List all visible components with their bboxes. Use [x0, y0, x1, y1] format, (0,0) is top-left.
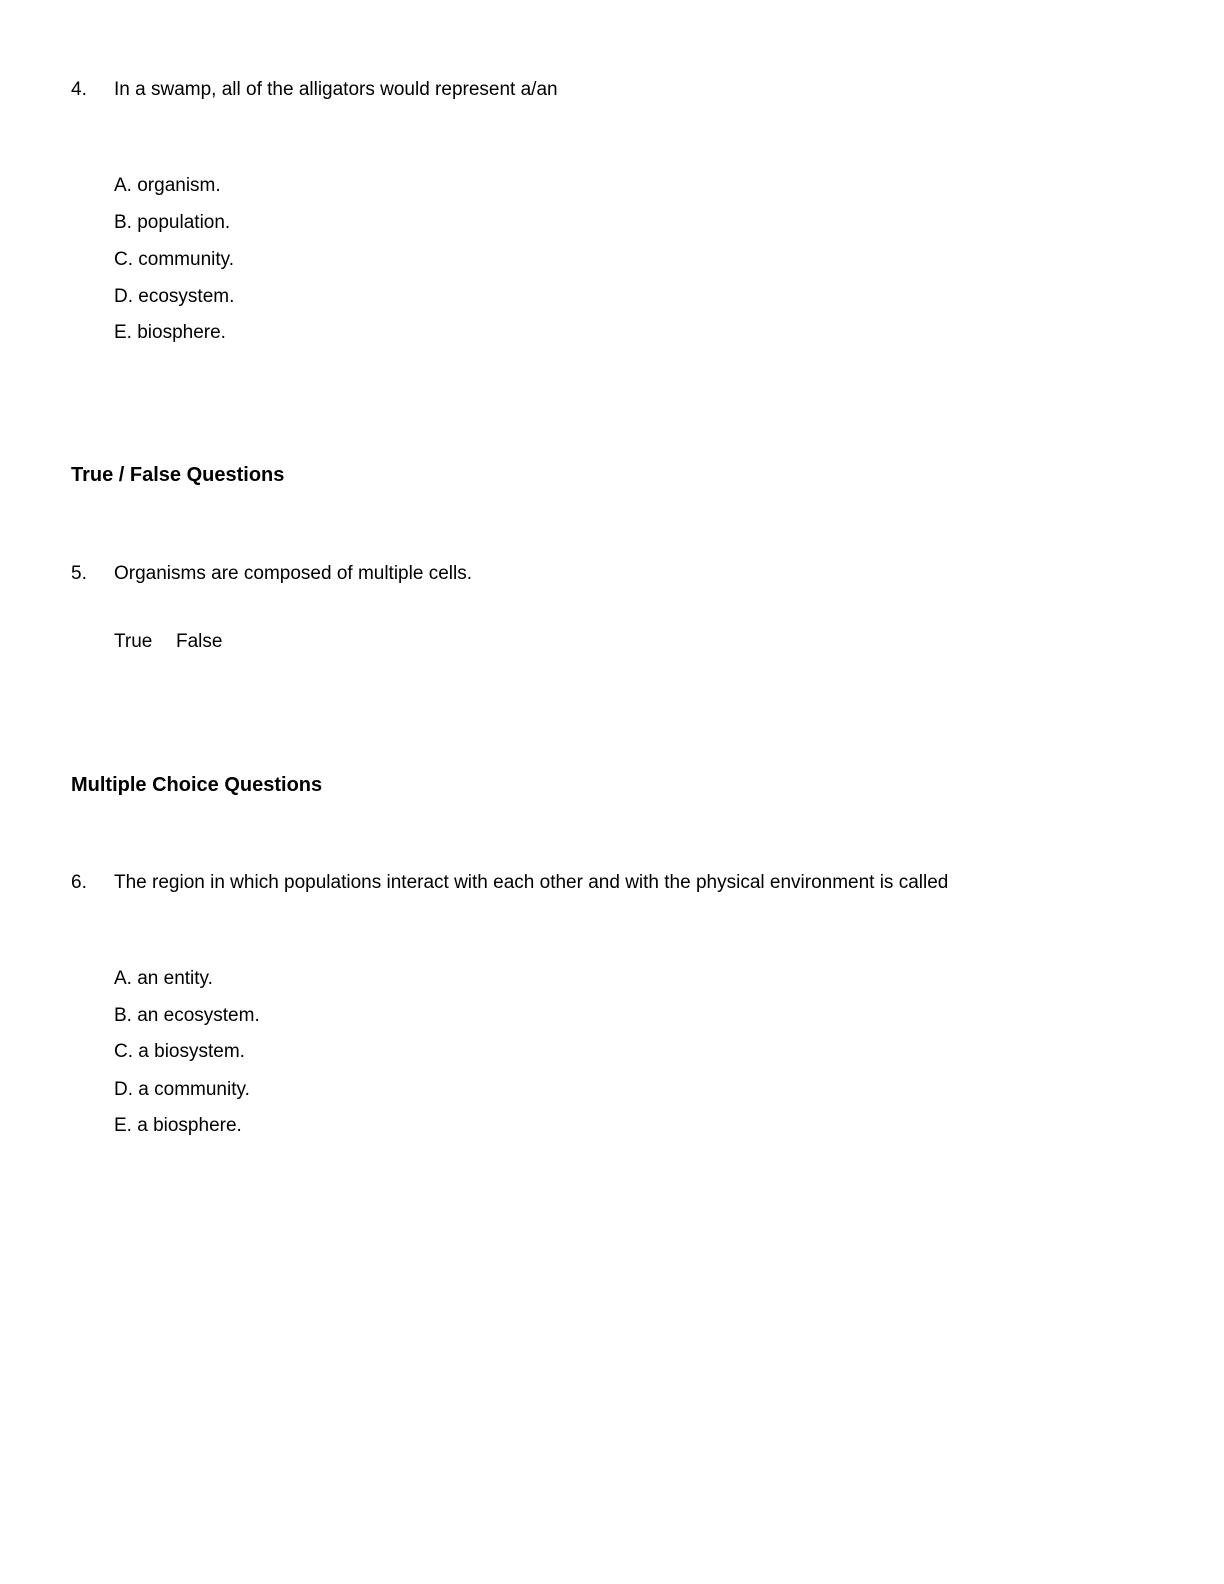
question-6-text: The region in which populations interact with each other and with the physical environment is called — [114, 872, 949, 893]
multiple-choice-section-heading: Multiple Choice Questions — [71, 774, 323, 796]
question-4-choice-c: C. community. — [114, 249, 235, 270]
question-5-false-option: False — [176, 631, 223, 652]
question-5-text: Organisms are composed of multiple cells. — [114, 563, 472, 584]
question-6-choice-b: B. an ecosystem. — [114, 1005, 260, 1026]
question-5-number: 5. — [71, 563, 87, 584]
true-false-section-heading: True / False Questions — [71, 464, 285, 486]
question-4-choice-b: B. population. — [114, 212, 231, 233]
question-6-choice-e: E. a biosphere. — [114, 1115, 242, 1136]
question-6-number: 6. — [71, 872, 87, 893]
question-4-choice-d: D. ecosystem. — [114, 286, 235, 307]
question-4-number: 4. — [71, 79, 87, 100]
question-4-text: In a swamp, all of the alligators would represent a/an — [114, 79, 558, 100]
question-6-choice-c: C. a biosystem. — [114, 1041, 245, 1062]
question-6-choice-a: A. an entity. — [114, 968, 213, 989]
question-5-true-option: True — [114, 631, 153, 652]
question-4-choice-a: A. organism. — [114, 175, 221, 196]
question-6-choice-d: D. a community. — [114, 1079, 250, 1100]
question-4-choice-e: E. biosphere. — [114, 322, 226, 343]
